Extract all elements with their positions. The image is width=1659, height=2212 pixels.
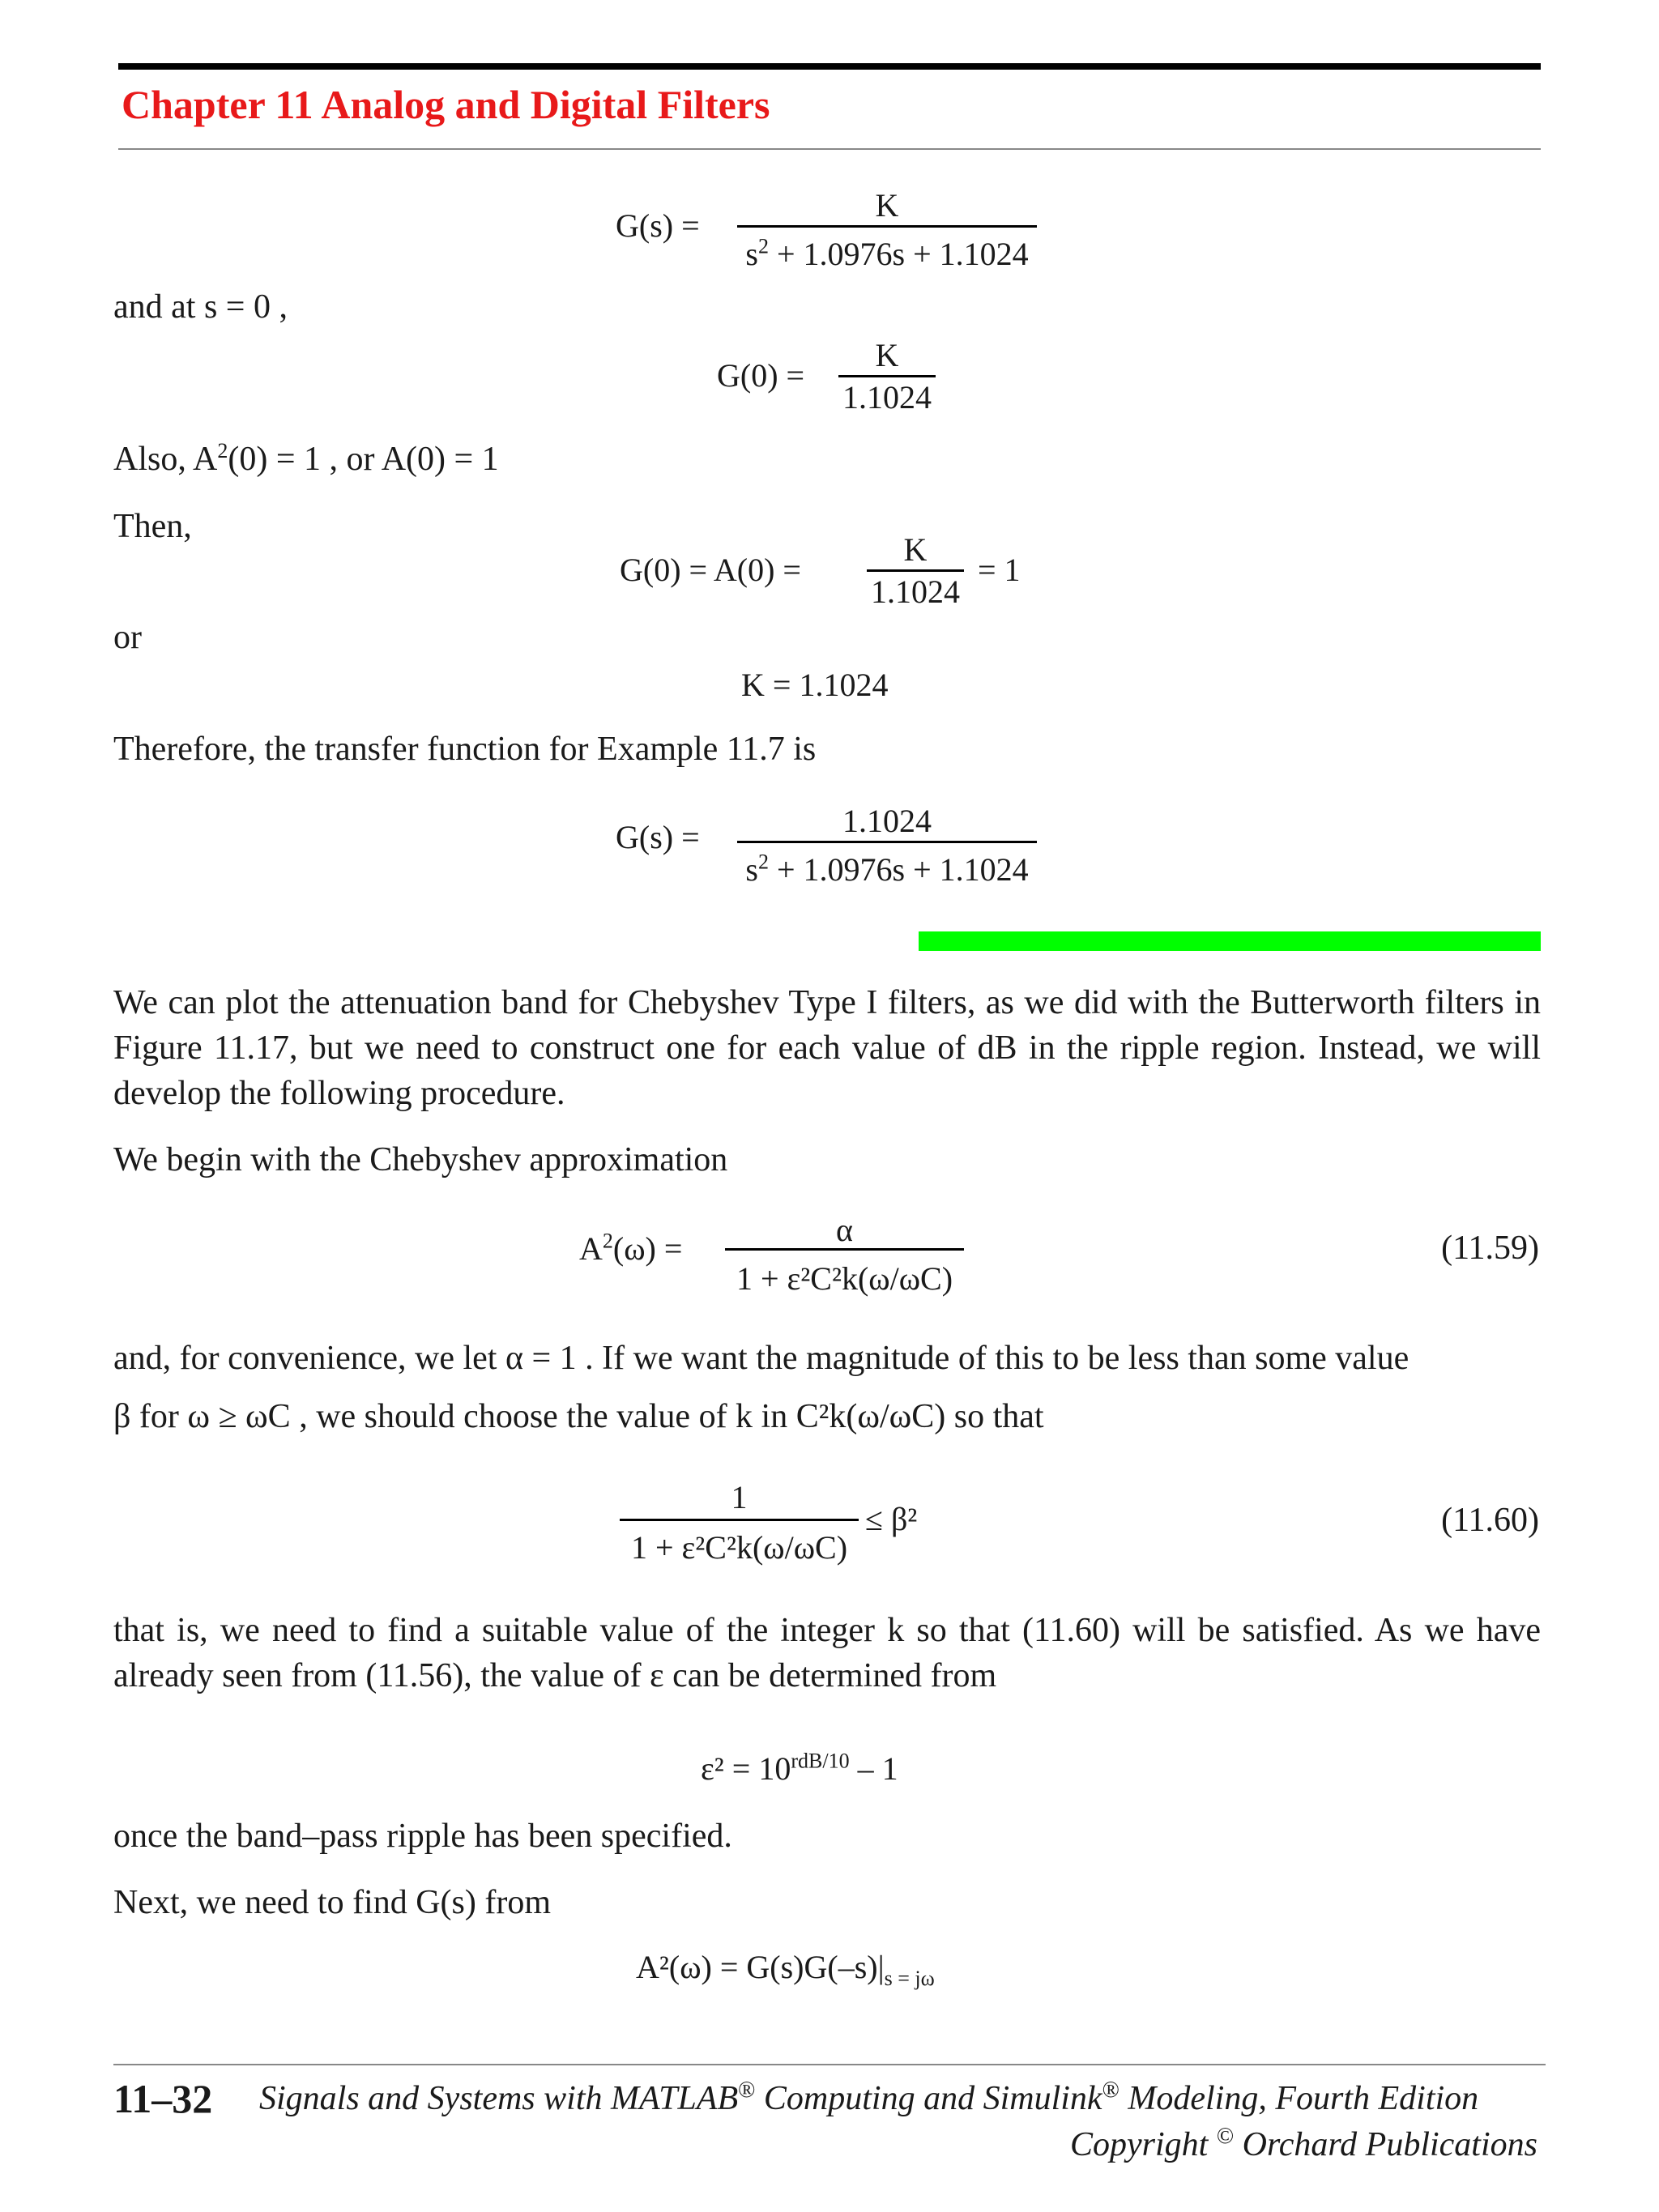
eq3-lhs: G(0) = A(0) = bbox=[620, 552, 801, 588]
eq9 bbox=[636, 1948, 935, 1990]
text-also-a: Also, A bbox=[113, 441, 218, 478]
eq9-lhs: A²(ω) = G(s)G(–s)| bbox=[636, 1949, 885, 1985]
eq3-bar bbox=[867, 569, 964, 572]
eq2-denominator: 1.1024 bbox=[842, 379, 932, 416]
footer-divider bbox=[113, 2064, 1546, 2065]
text-also-exp: 2 bbox=[217, 439, 228, 462]
eq1-bar bbox=[737, 225, 1037, 228]
paragraph-attenuation-band: We can plot the attenuation band for Chebyshev Type I filters, as we did with the Butterworth filters in Figure 11.17, but we need to construct one for each value of dB in the ripple region. Instead, we will develop the following procedure. bbox=[113, 984, 1541, 1112]
paragraph-next: Next, we need to find G(s) from bbox=[113, 1884, 552, 1921]
paragraph-ripple: once the band–pass ripple has been specified. bbox=[113, 1818, 732, 1855]
footer-book-title bbox=[259, 2078, 1478, 2118]
eq2-numerator: K bbox=[875, 337, 899, 373]
eq5-bar bbox=[737, 841, 1037, 843]
header-divider bbox=[118, 148, 1541, 150]
text-and-at: and at s = 0 , bbox=[113, 288, 288, 326]
eq9-sub: s = jω bbox=[884, 1967, 935, 1990]
eq1-lhs: G(s) = bbox=[616, 207, 700, 244]
eq2-fraction bbox=[838, 336, 936, 425]
eq4: K = 1.1024 bbox=[741, 667, 889, 703]
footer-book-a: Signals and Systems with MATLAB bbox=[259, 2080, 739, 2117]
eq6-fraction bbox=[725, 1211, 964, 1308]
eq8 bbox=[701, 1750, 898, 1788]
copyright-symbol: © bbox=[1216, 2124, 1235, 2149]
eq1-numerator: K bbox=[875, 187, 899, 224]
eq1-den-exp: 2 bbox=[757, 234, 769, 258]
eq1-denominator bbox=[737, 235, 1037, 273]
eq6-numerator: α bbox=[836, 1212, 853, 1248]
text-also bbox=[113, 437, 499, 482]
eq7-bar bbox=[620, 1519, 859, 1521]
footer-book-c: Modeling, Fourth Edition bbox=[1119, 2080, 1479, 2117]
text-or: or bbox=[113, 619, 142, 656]
eq7-fraction bbox=[620, 1478, 859, 1575]
eq5-fraction bbox=[737, 802, 1037, 891]
eq1-den-rest: + 1.0976s + 1.1024 bbox=[768, 236, 1029, 272]
eq7-numerator: 1 bbox=[731, 1479, 748, 1515]
eq3-fraction bbox=[867, 531, 964, 620]
eq5-den-exp: 2 bbox=[757, 850, 769, 874]
equation-number-11-59: (11.59) bbox=[1441, 1230, 1539, 1267]
text-therefore: Therefore, the transfer function for Example 11.7 is bbox=[113, 731, 817, 768]
eq5-den-rest: + 1.0976s + 1.1024 bbox=[768, 851, 1029, 888]
eq7-denominator: 1 + ε²C²k(ω/ωC) bbox=[630, 1529, 848, 1566]
footer-book-b: Computing and Simulink bbox=[755, 2080, 1102, 2117]
eq5-denominator bbox=[737, 850, 1037, 889]
paragraph-convenience-a: and, for convenience, we let α = 1 . If we want the magnitude of this to be less than some value bbox=[113, 1340, 1410, 1377]
eq2-lhs: G(0) = bbox=[717, 357, 805, 394]
page-number: 11–32 bbox=[113, 2076, 213, 2121]
text-then: Then, bbox=[113, 508, 192, 545]
equation-number-11-60: (11.60) bbox=[1441, 1502, 1539, 1539]
eq8-exp: rdB/10 bbox=[791, 1749, 850, 1773]
eq6-denominator: 1 + ε²C²k(ω/ωC) bbox=[736, 1260, 953, 1297]
footer-copyright bbox=[1070, 2124, 1537, 2164]
paragraph-begin: We begin with the Chebyshev approximation bbox=[113, 1141, 728, 1178]
registered-mark: ® bbox=[738, 2078, 756, 2103]
eq5-lhs: G(s) = bbox=[616, 819, 700, 855]
eq6-lhs-b: (ω) = bbox=[612, 1230, 683, 1267]
eq6-lhs-exp: 2 bbox=[602, 1229, 613, 1253]
publisher-name: Orchard Publications bbox=[1234, 2126, 1537, 2163]
paragraph-convenience-b: β for ω ≥ ωC , we should choose the value of k in C²k(ω/ωC) so that bbox=[113, 1398, 1044, 1435]
eq5-numerator: 1.1024 bbox=[842, 803, 932, 839]
registered-mark: ® bbox=[1102, 2078, 1120, 2103]
chapter-title: Chapter 11 Analog and Digital Filters bbox=[122, 82, 770, 127]
eq6-lhs-a: A bbox=[579, 1230, 603, 1267]
eq6-bar bbox=[725, 1248, 964, 1251]
eq6-lhs bbox=[579, 1230, 682, 1268]
top-rule bbox=[118, 63, 1541, 70]
text-also-b: (0) = 1 , or A(0) = 1 bbox=[228, 441, 499, 478]
eq8-rhs: – 1 bbox=[849, 1750, 898, 1787]
eq8-lhs: ε² = 10 bbox=[701, 1750, 791, 1787]
copyright-label: Copyright bbox=[1070, 2126, 1209, 2163]
paragraph-integer-k: that is, we need to find a suitable value of the integer k so that (11.60) will be satisfied. As we have already seen from (11.56), the value of ε can be determined from bbox=[113, 1612, 1541, 1694]
eq1-fraction bbox=[737, 186, 1037, 275]
eq7-rhs: ≤ β² bbox=[865, 1501, 918, 1537]
eq3-numerator: K bbox=[903, 531, 928, 568]
end-of-example-bar bbox=[919, 931, 1541, 951]
eq3-rhs: = 1 bbox=[978, 552, 1021, 588]
eq5-den-s: s bbox=[745, 851, 758, 888]
eq1-den-s: s bbox=[745, 236, 758, 272]
eq3-denominator: 1.1024 bbox=[871, 573, 960, 610]
eq2-bar bbox=[838, 375, 936, 377]
